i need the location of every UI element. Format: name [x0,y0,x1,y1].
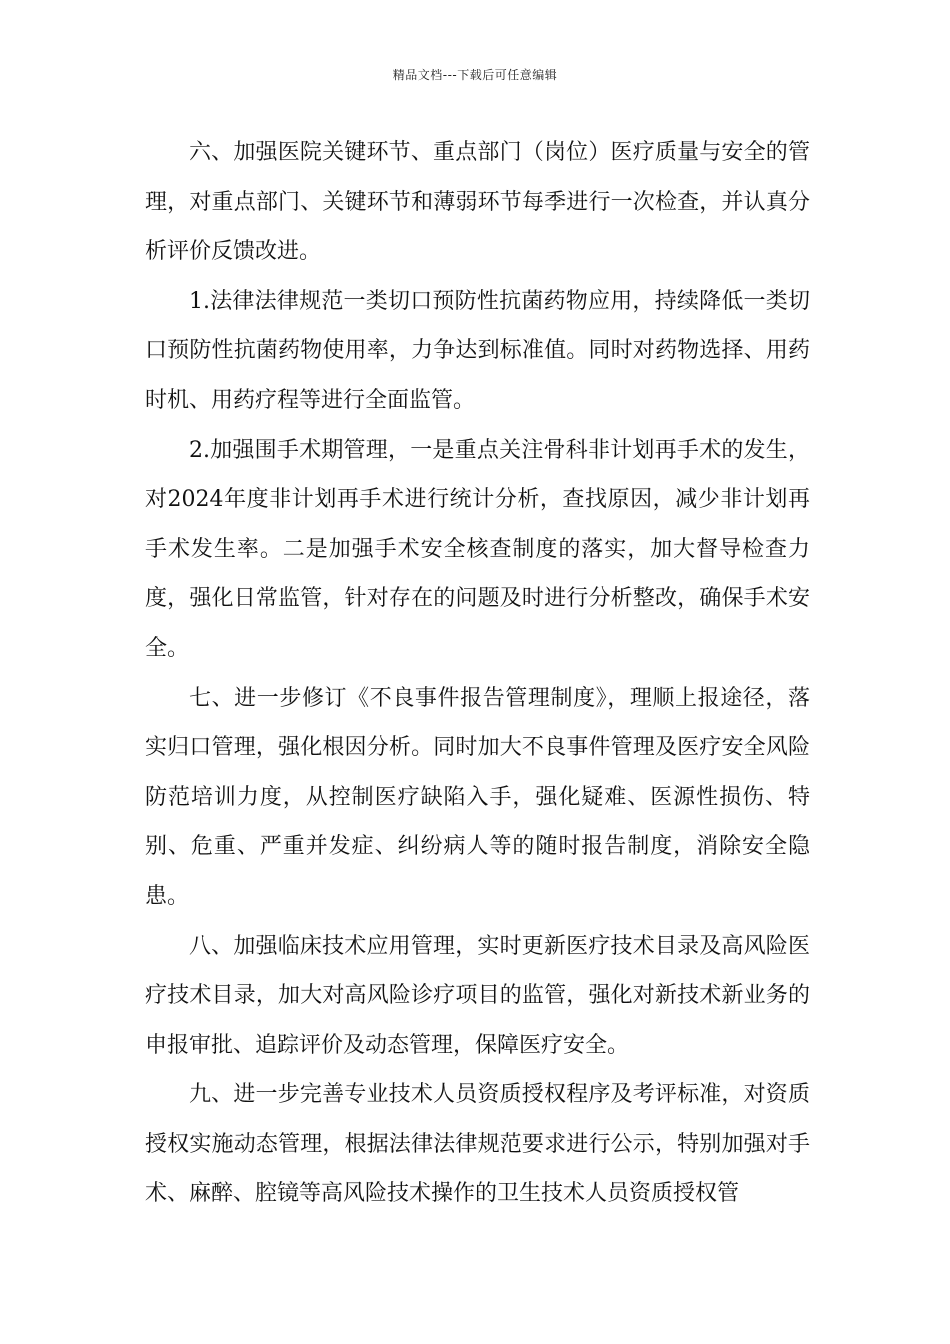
paragraph-section-eight: 八、加强临床技术应用管理，实时更新医疗技术目录及高风险医疗技术目录，加大对高风险诊疗项目的监管，强化对新技术新业务的申报审批、追踪评价及动态管理，保障医疗安全。 [145,933,810,1058]
paragraph-section-nine: 九、进一步完善专业技术人员资质授权程序及考评标准，对资质授权实施动态管理，根据法律法律规范要求进行公示，特别加强对手术、麻醉、腔镜等高风险技术操作的卫生技术人员资质授权管 [145,1082,810,1207]
paragraph-section-seven: 七、进一步修订《不良事件报告管理制度》，理顺上报途径，落实归口管理，强化根因分析。同时加大不良事件管理及医疗安全风险防范培训力度，从控制医疗缺陷入手，强化疑难、医源性损伤、特别、危重、严重并发症、纠纷病人等的随时报告制度，消除安全隐患。 [145,685,810,909]
paragraph-item-2: 2.加强围手术期管理，一是重点关注骨科非计划再手术的发生，对2024年度非计划再手术进行统计分析，查找原因，减少非计划再手术发生率。二是加强手术安全核查制度的落实，加大督导检查力度，强化日常监管，针对存在的问题及时进行分析整改，确保手术安全。 [145,437,810,661]
paragraph-item-1: 1.法律法律规范一类切口预防性抗菌药物应用，持续降低一类切口预防性抗菌药物使用率，力争达到标准值。同时对药物选择、用药时机、用药疗程等进行全面监管。 [145,288,810,413]
paragraph-section-six: 六、加强医院关键环节、重点部门（岗位）医疗质量与安全的管理，对重点部门、关键环节和薄弱环节每季进行一次检查，并认真分析评价反馈改进。 [145,140,810,265]
page-header: 精品文档---下载后可任意编辑 [392,68,558,82]
document-body [145,128,810,1219]
